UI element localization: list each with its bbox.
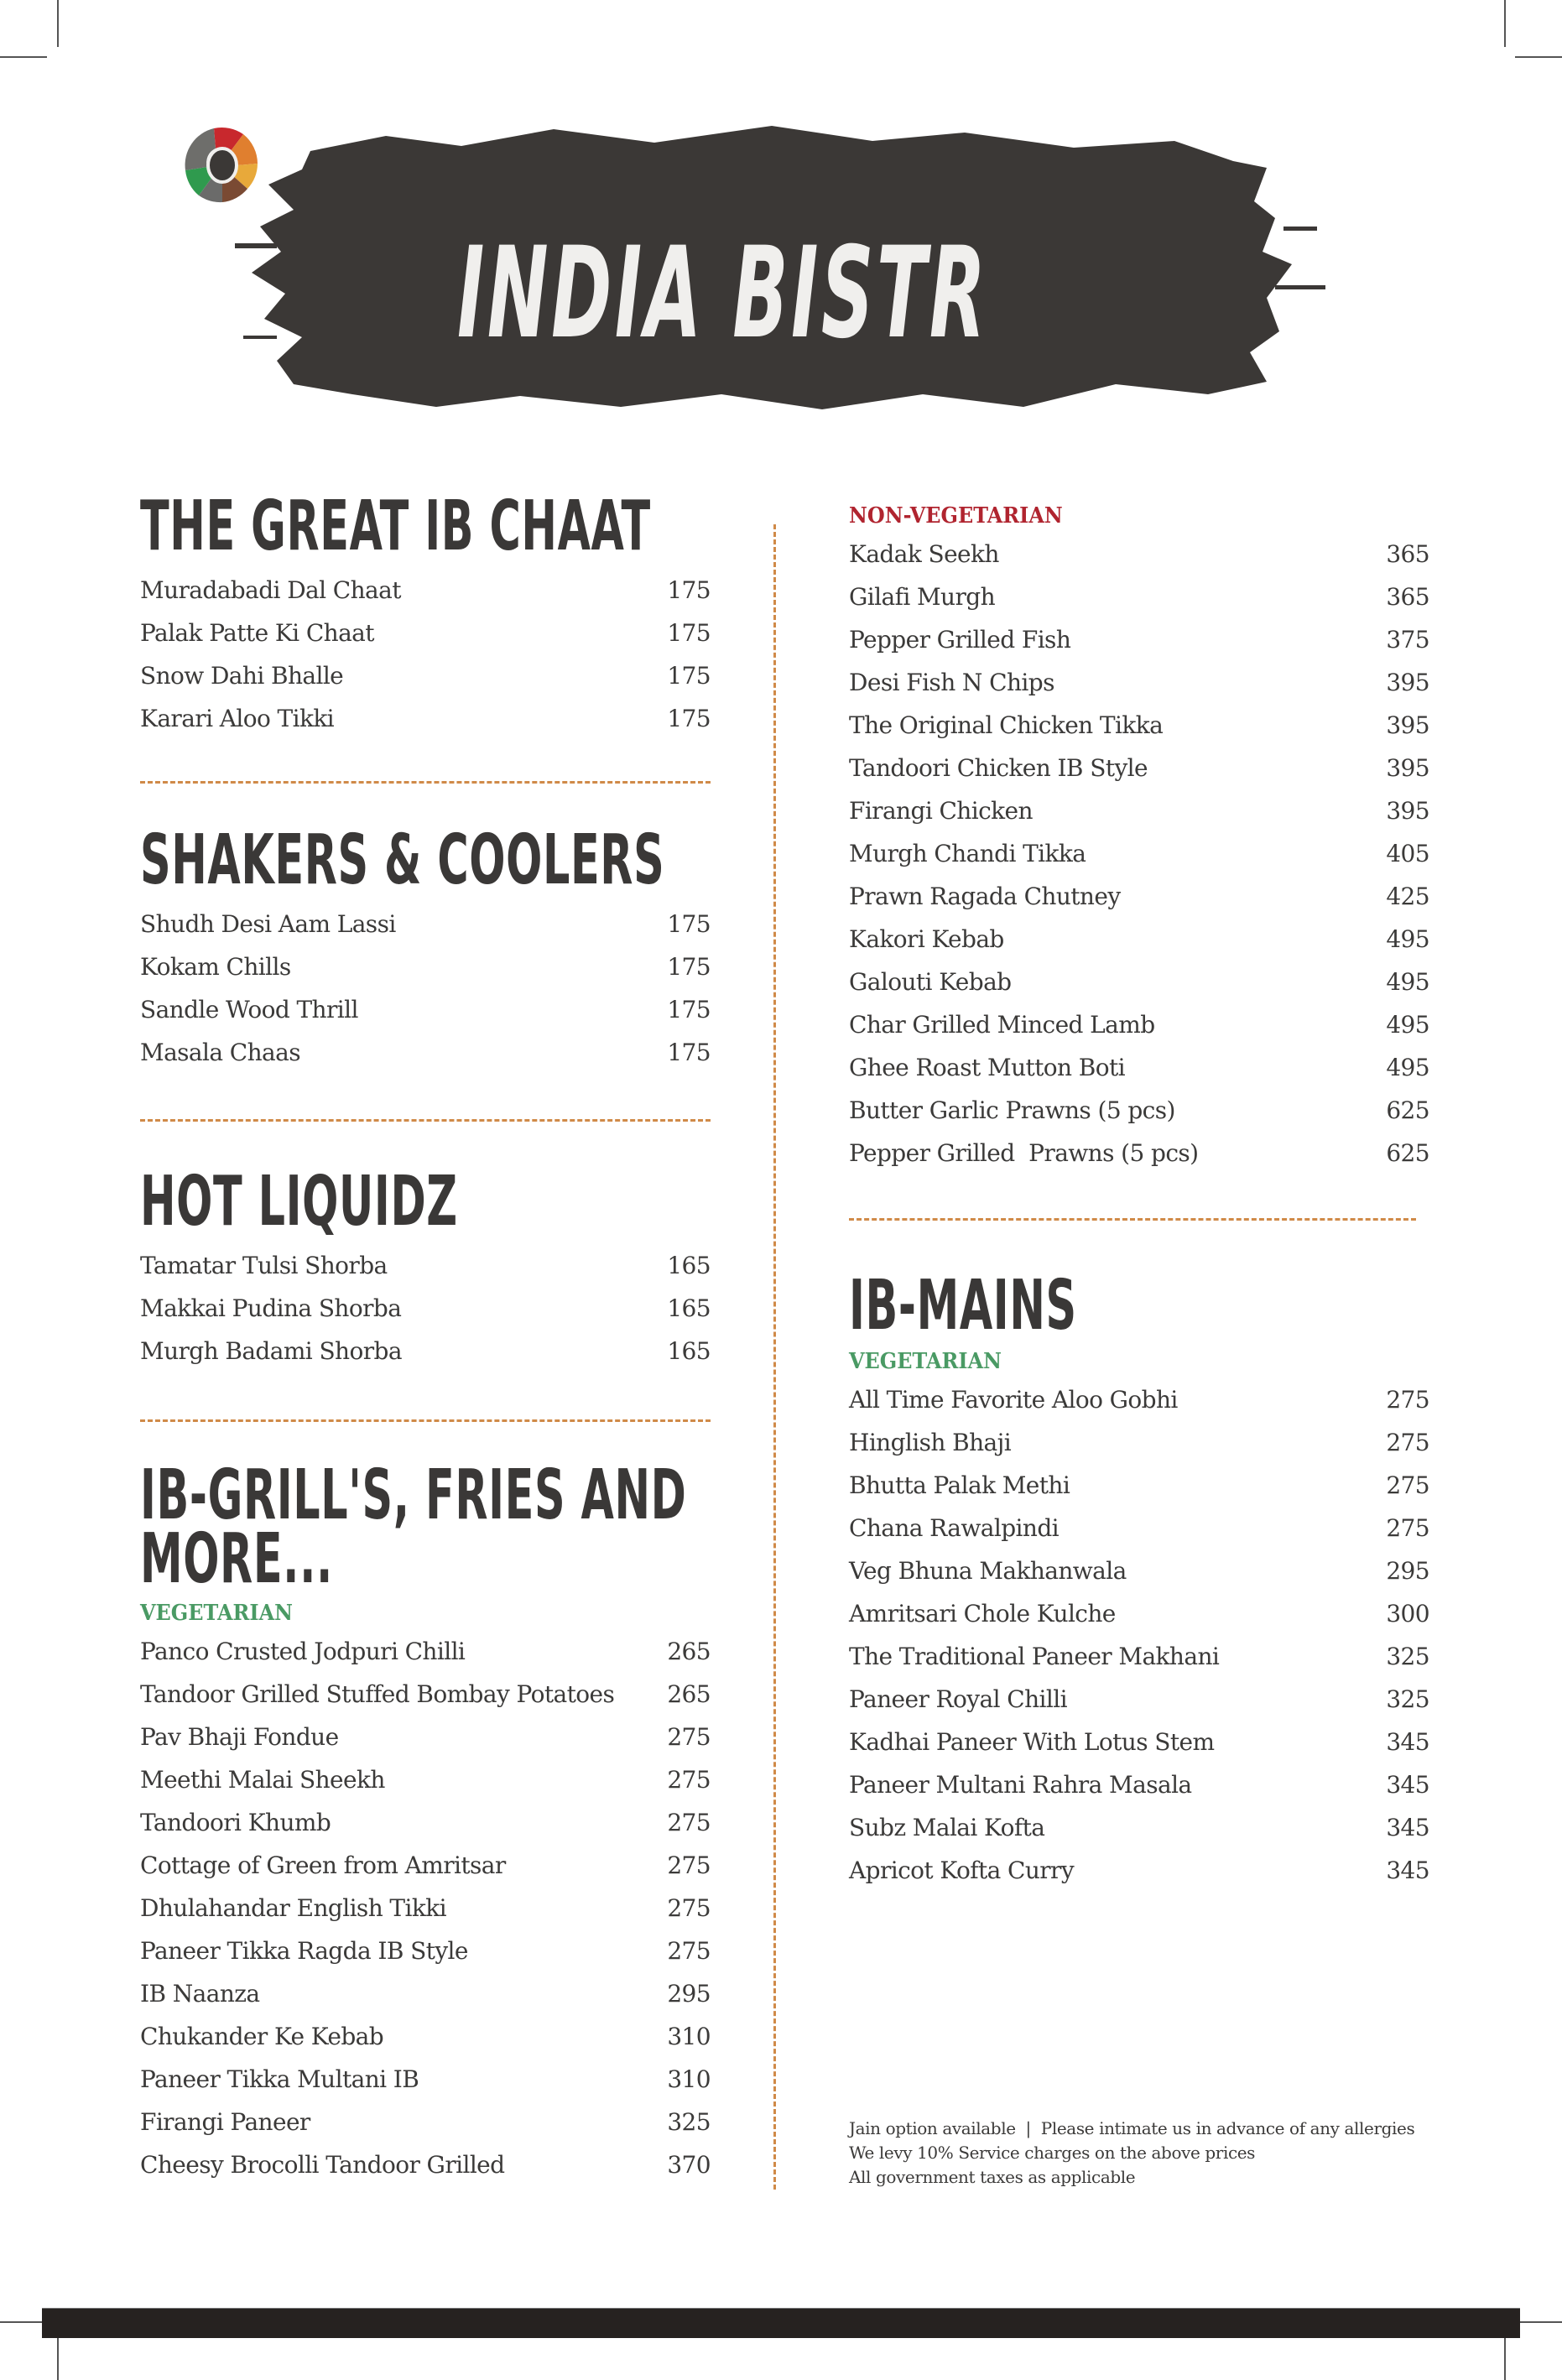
section-title: IB-GRILL'S, FRIES AND MORE... <box>140 1456 687 1599</box>
menu-item <box>849 1763 1429 1806</box>
item-name: Amritsari Chole Kulche <box>849 1600 1116 1627</box>
menu-item <box>849 1549 1429 1592</box>
item-name: Tandoori Chicken IB Style <box>849 754 1148 782</box>
section-ib-grills <box>140 1456 711 2186</box>
item-name: Chana Rawalpindi <box>849 1514 1060 1542</box>
item-price: 345 <box>1386 1728 1429 1756</box>
menu-item <box>140 612 711 654</box>
item-name: Kokam Chills <box>140 953 291 981</box>
item-name: Tandoori Khumb <box>140 1809 331 1836</box>
item-price: 165 <box>667 1252 711 1279</box>
menu-item <box>849 961 1429 1003</box>
item-price: 345 <box>1386 1771 1429 1799</box>
item-name: Chukander Ke Kebab <box>140 2023 384 2050</box>
item-price: 175 <box>667 619 711 647</box>
item-price: 395 <box>1386 669 1429 696</box>
menu-item <box>140 1801 711 1844</box>
item-name: The Original Chicken Tikka <box>849 711 1164 739</box>
item-price: 325 <box>667 2108 711 2136</box>
section-title: HOT LIQUIDZ <box>140 1162 458 1242</box>
menu-item <box>140 903 711 945</box>
crop-mark-top-right-v <box>1504 0 1506 47</box>
menu-item <box>140 1930 711 1972</box>
section-divider <box>849 1218 1416 1221</box>
section-hot-liquidz <box>140 1162 711 1372</box>
item-name: Pepper Grilled Fish <box>849 626 1071 654</box>
item-price: 625 <box>1386 1096 1429 1124</box>
crop-mark-bottom-right-v <box>1504 2333 1506 2380</box>
menu-item <box>140 569 711 612</box>
item-price: 345 <box>1386 1857 1429 1884</box>
menu-item <box>140 1716 711 1758</box>
menu-item <box>849 1421 1429 1464</box>
menu-item <box>849 1635 1429 1678</box>
menu-item <box>849 789 1429 832</box>
item-name: Gilafi Murgh <box>849 583 996 611</box>
item-price: 495 <box>1386 1011 1429 1039</box>
item-name: Paneer Tikka Multani IB <box>140 2065 419 2093</box>
section-ib-mains <box>849 1266 1429 1892</box>
section-non-vegetarian <box>849 499 1429 1174</box>
item-name: Karari Aloo Tikki <box>140 705 335 732</box>
item-price: 405 <box>1386 840 1429 867</box>
menu-item <box>140 1630 711 1673</box>
item-price: 395 <box>1386 711 1429 739</box>
item-name: Subz Malai Kofta <box>849 1814 1045 1841</box>
item-name: Firangi Paneer <box>140 2108 310 2136</box>
menu-item <box>140 2058 711 2101</box>
item-name: Meethi Malai Sheekh <box>140 1766 385 1794</box>
item-price: 275 <box>667 1723 711 1751</box>
item-price: 265 <box>667 1680 711 1708</box>
crop-mark-top-right-h <box>1515 56 1562 58</box>
item-price: 275 <box>1386 1471 1429 1499</box>
menu-item <box>849 1806 1429 1849</box>
menu-item <box>140 1844 711 1887</box>
item-name: Shudh Desi Aam Lassi <box>140 910 396 938</box>
item-name: Tandoor Grilled Stuffed Bombay Potatoes <box>140 1680 615 1708</box>
menu-item <box>849 1592 1429 1635</box>
menu-item <box>849 533 1429 575</box>
item-price: 295 <box>667 1980 711 2008</box>
menu-item <box>140 654 711 697</box>
vegetarian-label: VEGETARIAN <box>140 1601 294 1626</box>
menu-item <box>140 1887 711 1930</box>
item-price: 295 <box>1386 1557 1429 1585</box>
menu-item <box>849 1464 1429 1507</box>
item-price: 325 <box>1386 1643 1429 1670</box>
item-name: The Traditional Paneer Makhani <box>849 1643 1220 1670</box>
item-name: Pav Bhaji Fondue <box>140 1723 339 1751</box>
item-price: 175 <box>667 996 711 1023</box>
item-name: Kakori Kebab <box>849 925 1004 953</box>
menu-item <box>849 704 1429 747</box>
item-name: Hinglish Bhaji <box>849 1429 1012 1456</box>
item-name: Bhutta Palak Methi <box>849 1471 1070 1499</box>
footnotes <box>849 2117 1436 2190</box>
vegetarian-label: VEGETARIAN <box>849 1349 1002 1374</box>
note-allergies: Jain option available | Please intimate us in advance of any allergies <box>849 2118 1415 2138</box>
item-price: 275 <box>1386 1514 1429 1542</box>
crop-mark-top-left-h <box>0 56 47 58</box>
item-price: 310 <box>667 2065 711 2093</box>
item-price: 325 <box>1386 1685 1429 1713</box>
non-vegetarian-label: NON-VEGETARIAN <box>849 503 1063 529</box>
bottom-bar <box>42 2308 1520 2338</box>
item-name: IB Naanza <box>140 1980 260 2008</box>
item-price: 300 <box>1386 1600 1429 1627</box>
item-name: Masala Chaas <box>140 1039 300 1066</box>
menu-item <box>140 1673 711 1716</box>
item-name: Kadak Seekh <box>849 540 999 568</box>
item-name: Prawn Ragada Chutney <box>849 883 1121 910</box>
item-name: Desi Fish N Chips <box>849 669 1054 696</box>
section-shakers-coolers <box>140 820 711 1074</box>
crop-mark-top-left-v <box>57 0 59 47</box>
item-name: Galouti Kebab <box>849 968 1012 996</box>
item-name: Sandle Wood Thrill <box>140 996 358 1023</box>
menu-item <box>849 1046 1429 1089</box>
menu-item <box>140 1972 711 2015</box>
left-column <box>140 487 711 2186</box>
item-name: Butter Garlic Prawns (5 pcs) <box>849 1096 1175 1124</box>
item-price: 495 <box>1386 925 1429 953</box>
menu-item <box>849 661 1429 704</box>
menu-item <box>140 2101 711 2143</box>
menu-item <box>849 1678 1429 1721</box>
menu-item <box>140 1330 711 1372</box>
item-price: 275 <box>1386 1386 1429 1414</box>
item-price: 365 <box>1386 583 1429 611</box>
item-price: 395 <box>1386 797 1429 825</box>
item-name: Apricot Kofta Curry <box>849 1857 1075 1884</box>
menu-item <box>849 1507 1429 1549</box>
item-price: 310 <box>667 2023 711 2050</box>
note-taxes: All government taxes as applicable <box>849 2167 1136 2187</box>
right-column <box>849 499 1429 1892</box>
item-name: Paneer Multani Rahra Masala <box>849 1771 1192 1799</box>
item-price: 175 <box>667 953 711 981</box>
column-divider <box>773 524 776 2190</box>
item-price: 275 <box>667 1766 711 1794</box>
item-name: All Time Favorite Aloo Gobhi <box>849 1386 1178 1414</box>
menu-item <box>849 1089 1429 1132</box>
item-price: 275 <box>667 1937 711 1965</box>
item-price: 425 <box>1386 883 1429 910</box>
crop-mark-bottom-right-h <box>1515 2321 1562 2323</box>
menu-item <box>140 1031 711 1074</box>
item-name: Paneer Tikka Ragda IB Style <box>140 1937 468 1965</box>
item-name: Palak Patte Ki Chaat <box>140 619 374 647</box>
item-price: 175 <box>667 576 711 604</box>
section-divider <box>140 1419 711 1422</box>
section-title: THE GREAT IB CHAAT <box>140 487 651 566</box>
item-price: 375 <box>1386 626 1429 654</box>
menu-item <box>140 1244 711 1287</box>
item-name: Makkai Pudina Shorba <box>140 1294 402 1322</box>
menu-item <box>140 1287 711 1330</box>
item-price: 275 <box>667 1894 711 1922</box>
menu-item <box>849 875 1429 918</box>
section-title: IB-MAINS <box>849 1266 1077 1346</box>
item-name: Char Grilled Minced Lamb <box>849 1011 1155 1039</box>
menu-item <box>849 747 1429 789</box>
menu-item <box>140 697 711 740</box>
section-title: SHAKERS & COOLERS <box>140 820 665 900</box>
menu-item <box>849 575 1429 618</box>
item-price: 265 <box>667 1638 711 1665</box>
menu-item <box>849 832 1429 875</box>
menu-item <box>849 618 1429 661</box>
menu-item <box>849 1378 1429 1421</box>
item-name: Dhulahandar English Tikki <box>140 1894 446 1922</box>
crop-mark-bottom-left-h <box>0 2321 47 2323</box>
item-price: 275 <box>667 1809 711 1836</box>
logo-wordmark: INDIA BISTR <box>457 221 989 367</box>
menu-item <box>140 1758 711 1801</box>
item-price: 495 <box>1386 968 1429 996</box>
item-name: Cottage of Green from Amritsar <box>140 1851 506 1879</box>
menu-item <box>140 2143 711 2186</box>
item-name: Ghee Roast Mutton Boti <box>849 1054 1126 1081</box>
menu-item <box>140 2015 711 2058</box>
item-price: 495 <box>1386 1054 1429 1081</box>
crop-mark-bottom-left-v <box>57 2333 59 2380</box>
item-name: Cheesy Brocolli Tandoor Grilled <box>140 2151 505 2179</box>
menu-item <box>849 1721 1429 1763</box>
item-price: 175 <box>667 705 711 732</box>
item-price: 275 <box>667 1851 711 1879</box>
menu-item <box>140 945 711 988</box>
swirl-emblem-icon <box>185 117 260 210</box>
menu-item <box>849 918 1429 961</box>
item-name: Kadhai Paneer With Lotus Stem <box>849 1728 1215 1756</box>
menu-item <box>140 988 711 1031</box>
item-price: 175 <box>667 910 711 938</box>
item-name: Pepper Grilled Prawns (5 pcs) <box>849 1139 1199 1167</box>
item-price: 370 <box>667 2151 711 2179</box>
item-name: Murgh Chandi Tikka <box>849 840 1086 867</box>
item-name: Murgh Badami Shorba <box>140 1337 402 1365</box>
item-name: Paneer Royal Chilli <box>849 1685 1067 1713</box>
item-name: Muradabadi Dal Chaat <box>140 576 401 604</box>
item-name: Panco Crusted Jodpuri Chilli <box>140 1638 466 1665</box>
item-price: 625 <box>1386 1139 1429 1167</box>
section-great-ib-chaat <box>140 487 711 740</box>
item-price: 175 <box>667 1039 711 1066</box>
item-name: Snow Dahi Bhalle <box>140 662 344 690</box>
menu-item <box>849 1132 1429 1174</box>
section-divider <box>140 1119 711 1122</box>
item-price: 395 <box>1386 754 1429 782</box>
item-price: 165 <box>667 1294 711 1322</box>
menu-item <box>849 1849 1429 1892</box>
item-name: Firangi Chicken <box>849 797 1033 825</box>
item-price: 365 <box>1386 540 1429 568</box>
item-price: 175 <box>667 662 711 690</box>
item-price: 165 <box>667 1337 711 1365</box>
item-price: 275 <box>1386 1429 1429 1456</box>
section-divider <box>140 781 711 784</box>
menu-item <box>849 1003 1429 1046</box>
logo-banner <box>185 117 1384 445</box>
item-name: Tamatar Tulsi Shorba <box>140 1252 388 1279</box>
item-name: Veg Bhuna Makhanwala <box>849 1557 1127 1585</box>
item-price: 345 <box>1386 1814 1429 1841</box>
note-service-charge: We levy 10% Service charges on the above prices <box>849 2143 1256 2163</box>
